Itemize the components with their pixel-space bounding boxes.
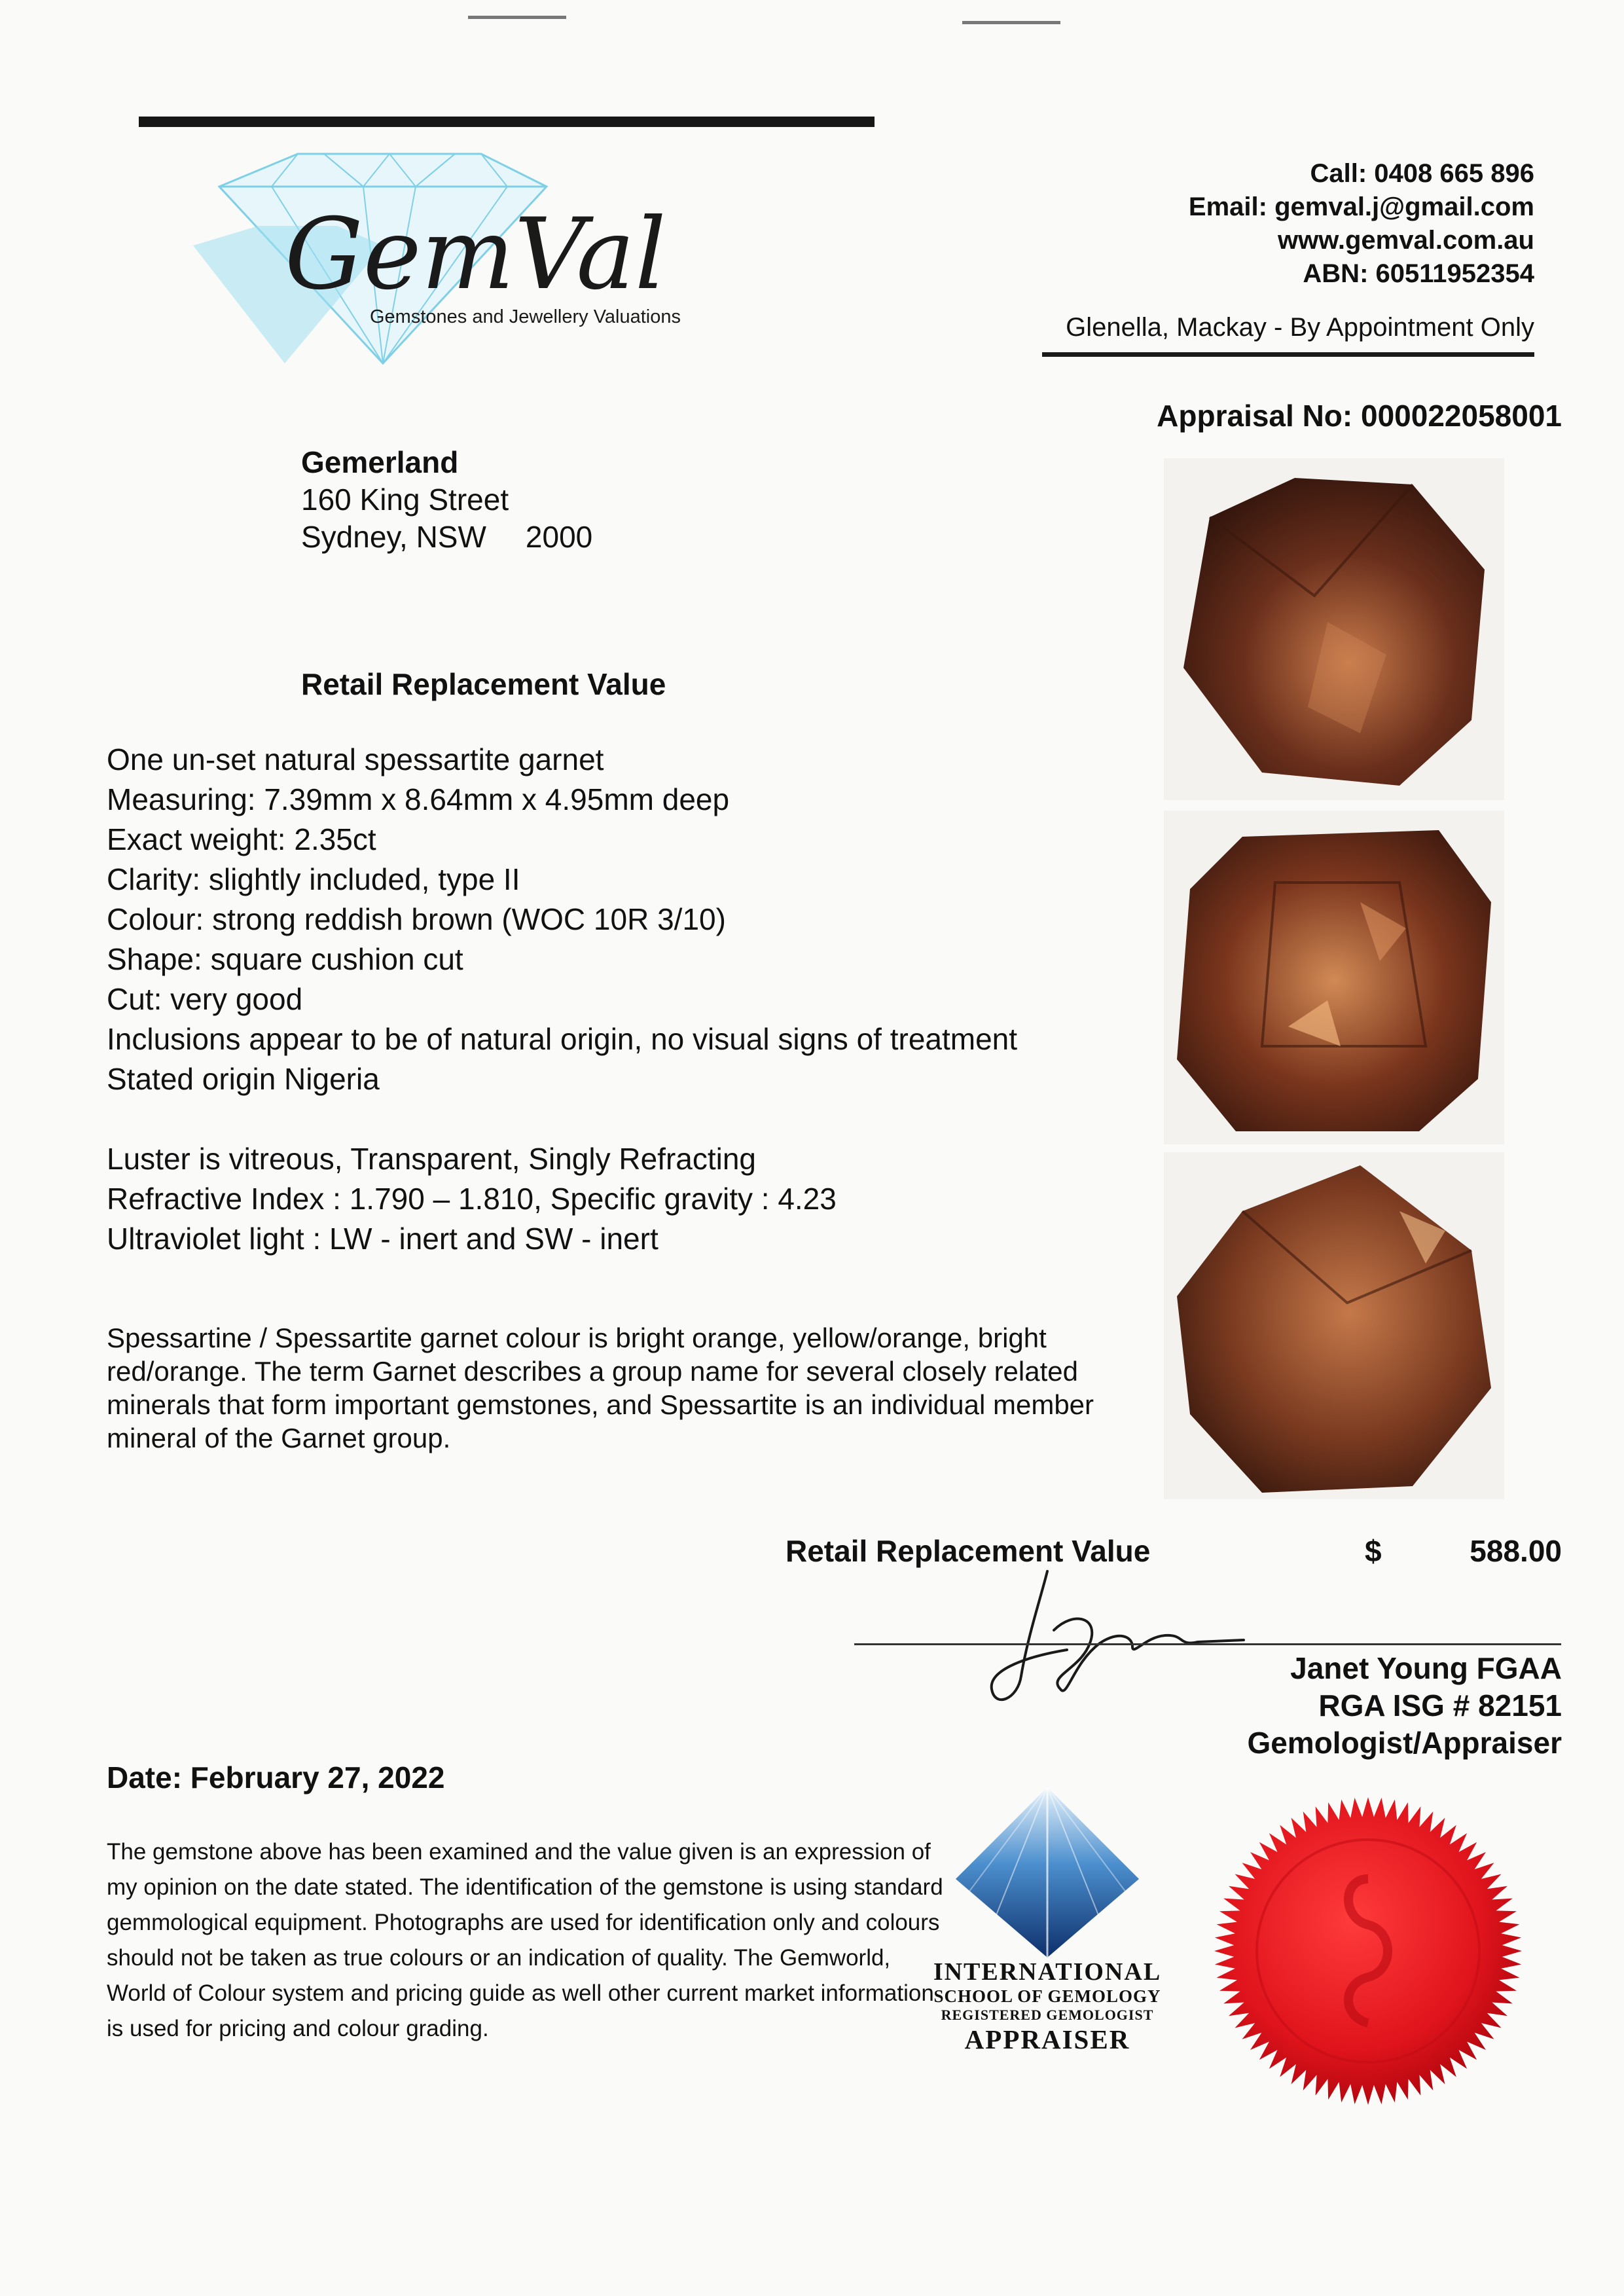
recipient-city-line — [301, 519, 592, 556]
gem-photo-1 — [1164, 458, 1504, 800]
description-line: Inclusions appear to be of natural origin, no visual signs of treatment — [107, 1022, 1018, 1056]
abn: ABN: 60511952354 — [1303, 259, 1534, 288]
signature-line — [854, 1643, 1561, 1645]
garnet-note: Spessartine / Spessartite garnet colour is bright orange, yellow/orange, bright red/orange. The term Garnet describes a group name for several closely related minerals that form important gemstones, and Spessartite is an individual member mineral of the Garnet group. — [107, 1322, 1094, 1453]
valuation-label: Retail Replacement Value — [785, 1534, 1151, 1568]
gem-photo-2 — [1164, 811, 1504, 1144]
contact-block — [1189, 157, 1534, 291]
property-line: Luster is vitreous, Transparent, Singly Refracting — [107, 1142, 757, 1176]
description-line: Clarity: slightly included, type II — [107, 862, 520, 896]
section-heading: Retail Replacement Value — [301, 667, 666, 701]
recipient-postcode: 2000 — [525, 520, 593, 554]
isg-line-4: APPRAISER — [964, 2024, 1130, 2054]
signer-title: Gemologist/Appraiser — [1247, 1726, 1562, 1760]
recipient-city: Sydney, NSW — [301, 520, 486, 554]
scan-mark — [962, 21, 1060, 24]
phone: Call: 0408 665 896 — [1310, 159, 1534, 188]
description-line: Stated origin Nigeria — [107, 1062, 380, 1096]
disclaimer: The gemstone above has been examined and the value given is an expression of my opinion on the date stated. The identification of the gemstone is using standard gemmological equipment. Photographs are used for identification only and colours should not be taken as true colours or an indication of quality. The Gemworld, World of Colour system and pricing guide as well other current market information is used for pricing and colour grading. — [107, 1839, 943, 2041]
location: Glenella, Mackay - By Appointment Only — [1066, 313, 1534, 342]
valuation-amount: 588.00 — [1470, 1534, 1562, 1568]
recipient-name: Gemerland — [301, 445, 459, 479]
property-line: Refractive Index : 1.790 – 1.810, Specific gravity : 4.23 — [107, 1182, 837, 1216]
description-line: Measuring: 7.39mm x 8.64mm x 4.95mm deep — [107, 782, 730, 816]
isg-line-2: SCHOOL OF GEMOLOGY — [933, 1986, 1161, 2006]
description-line: Cut: very good — [107, 982, 303, 1016]
gemval-logo — [167, 147, 756, 383]
signer-registration: RGA ISG # 82151 — [1318, 1688, 1562, 1722]
scan-mark — [468, 16, 566, 19]
signer-name: Janet Young FGAA — [1290, 1651, 1562, 1685]
gem-description — [107, 740, 1017, 1099]
header-location-rule — [1042, 352, 1534, 357]
header-top-rule — [139, 117, 875, 127]
signer-block — [1247, 1650, 1562, 1762]
description-line: Exact weight: 2.35ct — [107, 822, 376, 856]
isg-line-3: REGISTERED GEMOLOGIST — [941, 2007, 1154, 2023]
description-line: Shape: square cushion cut — [107, 942, 463, 976]
brand-name: GemVal — [285, 198, 666, 312]
appraisal-date: Date: February 27, 2022 — [107, 1760, 445, 1795]
radiant-diamond-icon — [956, 1787, 1139, 1958]
recipient-street: 160 King Street — [301, 483, 509, 517]
recipient-address — [301, 444, 592, 556]
appraisal-number: Appraisal No: 000022058001 — [1157, 399, 1562, 433]
isg-line-1: INTERNATIONAL — [933, 1958, 1162, 1986]
description-line: Colour: strong reddish brown (WOC 10R 3/10) — [107, 902, 726, 936]
isg-logo-text — [916, 1958, 1178, 2055]
brand-tagline: Gemstones and Jewellery Valuations — [370, 306, 681, 327]
valuation-currency: $ — [1365, 1534, 1382, 1568]
signature — [969, 1558, 1257, 1715]
gem-photo-3 — [1164, 1152, 1504, 1499]
red-wax-seal-icon — [1211, 1794, 1525, 2108]
email: Email: gemval.j@gmail.com — [1188, 192, 1534, 221]
property-line: Ultraviolet light : LW - inert and SW - inert — [107, 1222, 659, 1256]
website: www.gemval.com.au — [1278, 226, 1534, 255]
gem-properties — [107, 1139, 837, 1259]
description-line: One un-set natural spessartite garnet — [107, 742, 604, 776]
